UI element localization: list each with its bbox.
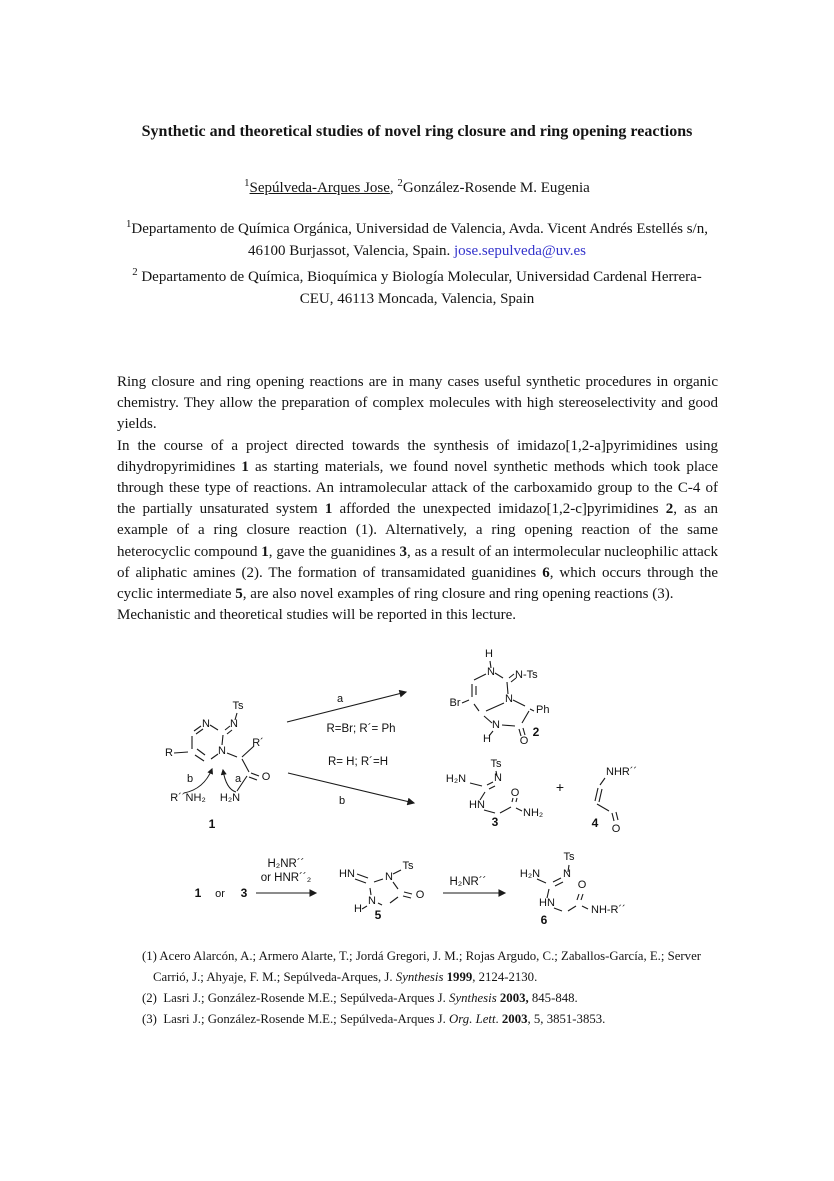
- atom-label-hn: HN: [339, 868, 355, 880]
- atom-label-h: H: [485, 648, 493, 660]
- atom-label-nh2: NH₂: [523, 807, 544, 819]
- compound-number-3: 3: [491, 815, 499, 829]
- row-compound-1: 1: [194, 886, 202, 900]
- abstract-paragraph-2: In the course of a project directed towards the synthesis of imidazo[1,2-a]pyrimidines using dihydropyrimidines 1 as starting materials, we found novel synthetic methods which took place through these type of reactions. An intramolecular attack of the carboxamido group to the C-4 of the partially unsaturated system 1 afforded the unexpected imidazo[1,2-c]pyrimidines 2, as an example of a ring closure reaction (1). Alternatively, a ring opening reaction of the same heterocyclic compound 1, gave the guanidines 3, as a result of an intermolecular nucleophilic attack of aliphatic amines (2). The formation of transamidated guanidines 6, which occurs through the cyclic intermediate 5, are also novel examples of ring closure and ring opening reactions (3).: [117, 437, 719, 603]
- atom-label-h2n: H₂N: [219, 792, 241, 804]
- atom-label-nhr: NHR´´: [606, 766, 638, 778]
- abstract: [117, 372, 718, 626]
- reference-2: (2) Lasri J.; González-Rosende M.E.; Sepúlveda-Arques J. Synthesis 2003, 845-848.: [142, 990, 578, 1005]
- row-or-label: or: [215, 888, 225, 900]
- atom-label-br: Br: [449, 697, 461, 709]
- reaction-scheme: [118, 645, 718, 945]
- affiliations: [117, 214, 717, 310]
- reference-1: (1) Acero Alarcón, A.; Armero Alarte, T.; Jordá Gregori, J. M.; Rojas Argudo, C.; Zaballos-García, E.; Server Carrió, J.; Ahyaje, F. M.; Sepúlveda-Arques, J. Synthesis 1999, 2124-2130.: [142, 949, 702, 984]
- abstract-paragraph-1: Ring closure and ring opening reactions are in many cases useful synthetic procedures in organic chemistry. They allow the preparation of complex molecules with high stereoselectivity and good yields.: [117, 374, 718, 433]
- atom-label-nhr: NH-R´´: [591, 904, 626, 916]
- atom-label-r-prime: R´: [252, 737, 264, 749]
- reagent-amine-1: H₂NR´´: [267, 858, 305, 870]
- compound-6-structure: [520, 851, 626, 927]
- arrow-condition-b: R= H; R´=H: [327, 756, 389, 768]
- abstract-paragraph-3: Mechanistic and theoretical studies will be reported in this lecture.: [117, 607, 517, 624]
- compound-number-6: 6: [540, 913, 548, 927]
- atom-label-h: H: [354, 903, 362, 915]
- row-compound-3: 3: [240, 886, 248, 900]
- curved-arrow-label-b: b: [186, 773, 194, 785]
- reagent-amine-2: H₂NR´´: [449, 876, 487, 888]
- compound-number-5: 5: [374, 908, 382, 922]
- reagent-amine-1b: or HNR´´₂: [260, 872, 312, 884]
- curved-arrow-label-a: a: [234, 773, 242, 785]
- compound-2-structure: [450, 648, 550, 747]
- compound-number-2: 2: [532, 725, 540, 739]
- atom-label-o: O: [519, 735, 529, 747]
- affiliation-1-text: $^1$Departamento de Química Orgánica, Universidad de Valencia, Avda. Vicent Andrés Estellés s/n, 46100 Burjassot, Valencia, Spain.: [126, 218, 708, 259]
- compound-number-4: 4: [591, 816, 599, 830]
- atom-label-nts: N-Ts: [515, 669, 538, 681]
- atom-label-n-bottom: N: [492, 719, 500, 731]
- atom-label-hn: HN: [539, 897, 555, 909]
- atom-label-o: O: [611, 823, 621, 835]
- atom-label-n1: N: [368, 895, 376, 907]
- atom-label-n-top: N: [487, 666, 495, 678]
- compound-1-structure: [165, 700, 271, 831]
- atom-label-n3: N: [202, 718, 210, 730]
- atom-label-h-bottom: H: [483, 733, 491, 745]
- atom-label-ph: Ph: [536, 704, 550, 716]
- compound-3-structure: [446, 758, 543, 829]
- reaction-arrow-b: [288, 756, 414, 807]
- atom-label-n: N: [494, 772, 502, 784]
- atom-label-ts: Ts: [232, 700, 244, 712]
- atom-label-ts: Ts: [490, 758, 502, 770]
- atom-label-hn: HN: [469, 799, 485, 811]
- atom-label-r: R: [165, 747, 173, 759]
- atom-label-o: O: [261, 771, 271, 783]
- authors-line: $^1$Sepúlveda-Arques Jose, $^2$González-Rosende M. Eugenia: [244, 177, 590, 196]
- references: [142, 946, 720, 1030]
- compound-number-1: 1: [208, 817, 216, 831]
- reference-3: (3) Lasri J.; González-Rosende M.E.; Sepúlveda-Arques J. Org. Lett. 2003, 5, 3851-3853.: [142, 1011, 606, 1026]
- atom-label-h2n: H₂N: [445, 773, 467, 785]
- atom-label-n1: N: [218, 745, 226, 757]
- atom-label-amine: R´´NH₂: [170, 792, 206, 804]
- atom-label-n: N: [563, 868, 571, 880]
- arrow-condition-a: R=Br; R´= Ph: [326, 723, 396, 735]
- affiliation-1: [117, 214, 717, 262]
- reaction-arrow-a: [287, 692, 406, 735]
- atom-label-h2n: H₂N: [519, 868, 541, 880]
- atom-label-n3: N: [385, 871, 393, 883]
- compound-4-structure: [592, 766, 638, 835]
- email-link[interactable]: jose.sepulveda@uv.es: [453, 242, 586, 259]
- atom-label-ts: Ts: [563, 851, 575, 863]
- atom-label-o: O: [510, 787, 520, 799]
- atom-label-n-exo: N: [230, 718, 238, 730]
- compound-5-structure: [339, 860, 425, 922]
- arrow-label-a: a: [336, 693, 344, 705]
- arrow-label-b: b: [338, 795, 346, 807]
- atom-label-o: O: [415, 889, 425, 901]
- atom-label-ts: Ts: [402, 860, 414, 872]
- page-title: Synthetic and theoretical studies of novel ring closure and ring opening reactions: [141, 123, 693, 140]
- atom-label-o: O: [577, 879, 587, 891]
- plus-sign: +: [555, 779, 565, 795]
- affiliation-2: $^2$ Departamento de Química, Bioquímica y Biología Molecular, Universidad Cardenal Herrera-CEU, 46113 Moncada, Valencia, Spain: [132, 266, 702, 307]
- atom-label-n-bridge: N: [505, 693, 513, 705]
